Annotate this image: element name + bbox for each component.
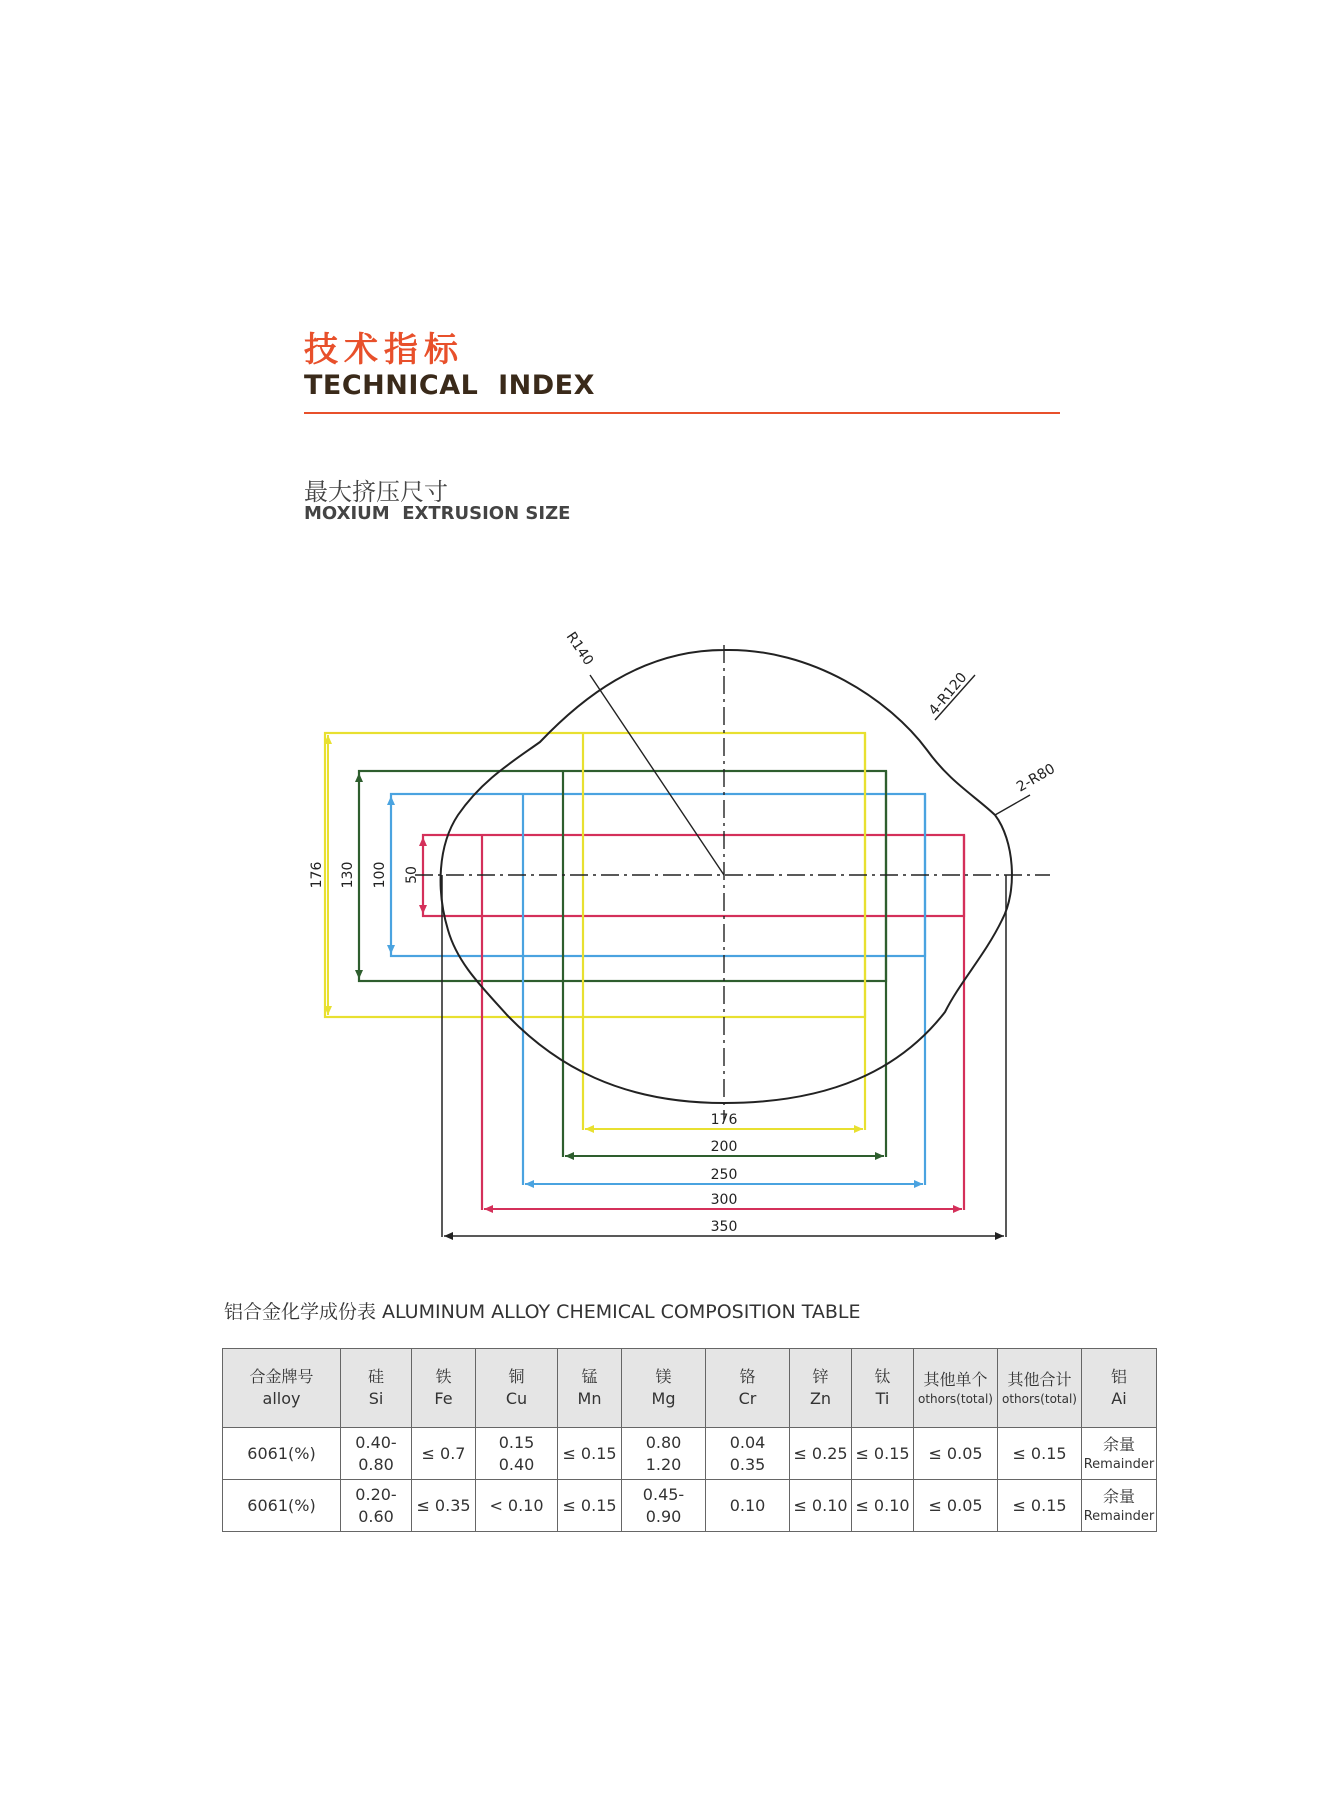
cell-value: ≤ 0.7 (421, 1443, 466, 1463)
cell-value: ≤ 0.05 (928, 1495, 983, 1515)
cell-value-line2: 0.35 (729, 1454, 766, 1474)
cell-value-line2: 0.60 (358, 1506, 394, 1526)
table-cell (998, 1480, 1082, 1532)
radius-label: 2-R80 (1014, 760, 1058, 796)
column-header-en: alloy (262, 1389, 301, 1408)
cell-value: 0.04 (729, 1432, 766, 1452)
column-header-cn: 其他合计 (1007, 1370, 1072, 1390)
section-title-cn: 最大挤压尺寸 (304, 478, 448, 506)
width-label: 300 (710, 1192, 738, 1208)
column-header-en: othors(total) (1002, 1391, 1077, 1406)
table-cell (622, 1480, 706, 1532)
table-row (223, 1480, 1157, 1532)
column-header-en: Zn (809, 1389, 832, 1408)
cell-value: ≤ 0.35 (416, 1495, 471, 1515)
column-header-cn: 铝 (1110, 1367, 1127, 1387)
page-title-en: TECHNICAL INDEX (304, 370, 595, 401)
column-header-en: Mg (651, 1389, 676, 1408)
cell-value-line2: 0.40 (498, 1454, 535, 1474)
cell-value: ≤ 0.25 (793, 1443, 848, 1463)
column-header-en: Ti (875, 1389, 890, 1408)
table-cell (914, 1480, 998, 1532)
cell-value: 余量 (1102, 1486, 1135, 1506)
table-cell (790, 1428, 852, 1480)
table-title: 铝合金化学成份表 ALUMINUM ALLOY CHEMICAL COMPOSITION TABLE (224, 1301, 861, 1323)
table-cell (476, 1428, 558, 1480)
cell-value: 0.10 (729, 1495, 766, 1515)
radius-label: R140 (562, 629, 597, 669)
column-header-en: Cr (738, 1389, 757, 1408)
column-header-cn: 硅 (367, 1367, 384, 1387)
column-header (1082, 1349, 1157, 1428)
width-label: 200 (710, 1139, 738, 1155)
column-header-cn: 合金牌号 (249, 1367, 314, 1387)
cell-value: < 0.10 (489, 1495, 544, 1515)
column-header-cn: 其他单个 (923, 1370, 988, 1390)
column-header-cn: 锰 (581, 1367, 598, 1387)
column-header-cn: 铜 (508, 1367, 525, 1387)
column-header (476, 1349, 558, 1428)
column-header-en: Mn (577, 1389, 602, 1408)
table-header-row (223, 1349, 1157, 1428)
column-header (914, 1349, 998, 1428)
table-row (223, 1428, 1157, 1480)
cell-value-line2: 0.90 (645, 1506, 682, 1526)
column-header-cn: 镁 (655, 1367, 672, 1387)
rect-green-200 (359, 771, 886, 981)
width-label: 350 (710, 1219, 738, 1235)
cell-value: ≤ 0.10 (855, 1495, 910, 1515)
cell-value: 0.15 (498, 1432, 535, 1452)
column-header-en: othors(total) (918, 1391, 993, 1406)
column-header (706, 1349, 790, 1428)
cell-value: 0.40- (355, 1432, 397, 1452)
width-label: 176 (710, 1112, 738, 1128)
table-cell (476, 1480, 558, 1532)
column-header (223, 1349, 341, 1428)
table-cell (852, 1480, 914, 1532)
column-header-en: Cu (505, 1389, 528, 1408)
column-header-en: Ai (1111, 1389, 1127, 1408)
column-header (790, 1349, 852, 1428)
cell-value: 6061(%) (247, 1443, 316, 1463)
table-cell (1082, 1480, 1157, 1532)
section-title-en: MOXIUM EXTRUSION SIZE (304, 503, 571, 524)
table-cell (706, 1480, 790, 1532)
table-cell (706, 1428, 790, 1480)
column-header-cn: 铁 (435, 1367, 452, 1387)
table-cell (622, 1428, 706, 1480)
cell-value: ≤ 0.15 (1012, 1443, 1067, 1463)
page-title-cn: 技术指标 (304, 330, 464, 370)
column-header (622, 1349, 706, 1428)
cell-value: ≤ 0.15 (562, 1443, 617, 1463)
width-label: 250 (710, 1167, 738, 1183)
height-label: 176 (309, 861, 325, 889)
column-header (412, 1349, 476, 1428)
table-cell (790, 1480, 852, 1532)
table-cell (852, 1428, 914, 1480)
cell-value: 0.20- (355, 1484, 397, 1504)
cell-value: ≤ 0.05 (928, 1443, 983, 1463)
column-header (998, 1349, 1082, 1428)
cell-value: ≤ 0.10 (793, 1495, 848, 1515)
table-cell (998, 1428, 1082, 1480)
column-header (852, 1349, 914, 1428)
column-header (341, 1349, 412, 1428)
cell-value: ≤ 0.15 (562, 1495, 617, 1515)
column-header-cn: 锌 (812, 1367, 829, 1387)
extrusion-outline (441, 650, 1012, 1103)
radius-label: 4-R120 (925, 669, 971, 719)
column-header-en: Si (368, 1389, 384, 1408)
table-cell (223, 1480, 341, 1532)
column-header (558, 1349, 622, 1428)
table-cell (341, 1480, 412, 1532)
cell-value: 0.45- (642, 1484, 685, 1504)
table-cell (558, 1428, 622, 1480)
table-cell (412, 1428, 476, 1480)
cell-value-line2: 0.80 (358, 1454, 394, 1474)
table-cell (558, 1480, 622, 1532)
composition-table (222, 1348, 1157, 1532)
column-header-cn: 钛 (874, 1367, 891, 1387)
table-cell (412, 1480, 476, 1532)
cell-value: 余量 (1102, 1434, 1135, 1454)
column-header-cn: 铬 (739, 1367, 756, 1387)
column-header-en: Fe (434, 1389, 453, 1408)
table-cell (1082, 1428, 1157, 1480)
cell-value: 6061(%) (247, 1495, 316, 1515)
height-label: 50 (404, 866, 420, 884)
table-cell (341, 1428, 412, 1480)
cell-value: ≤ 0.15 (1012, 1495, 1067, 1515)
height-label: 130 (340, 861, 356, 889)
cell-value-line2: Remainder (1083, 1508, 1155, 1524)
cell-value: ≤ 0.15 (855, 1443, 910, 1463)
cell-value-line2: Remainder (1083, 1456, 1155, 1472)
table-cell (914, 1428, 998, 1480)
cell-value: 0.80 (645, 1432, 682, 1452)
table-cell (223, 1428, 341, 1480)
cell-value-line2: 1.20 (645, 1454, 682, 1474)
height-label: 100 (372, 861, 388, 889)
